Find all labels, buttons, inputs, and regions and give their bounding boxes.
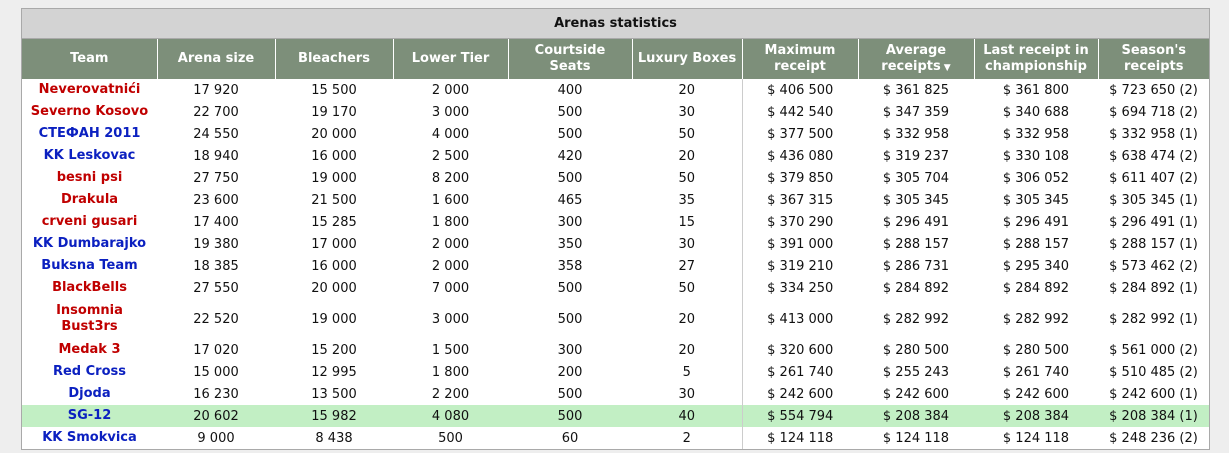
table-row bbox=[22, 233, 1209, 255]
arena-size-cell: 19 380 bbox=[193, 236, 239, 252]
courtside-seats-cell: 500 bbox=[557, 170, 583, 186]
team-cell[interactable]: crveni gusari bbox=[41, 214, 138, 229]
courtside-seats-cell: 60 bbox=[561, 430, 579, 446]
lower-tier-cell: 3 000 bbox=[431, 311, 470, 327]
team-cell[interactable]: Buksna Team bbox=[41, 258, 138, 273]
average-receipts-cell: $ 124 118 bbox=[882, 430, 950, 446]
lower-tier-cell: 2 000 bbox=[431, 82, 470, 98]
courtside-seats-cell: 500 bbox=[557, 126, 583, 142]
luxury-boxes-cell: 35 bbox=[678, 192, 696, 208]
last-receipt-cell: $ 361 800 bbox=[1002, 82, 1070, 98]
arena-size-cell: 24 550 bbox=[193, 126, 239, 142]
lower-tier-cell: 500 bbox=[438, 430, 463, 446]
luxury-boxes-cell: 50 bbox=[678, 280, 696, 296]
seasons-receipts-cell: $ 305 345 (1) bbox=[1109, 192, 1198, 208]
arena-size-cell: 22 520 bbox=[193, 311, 239, 327]
seasons-receipts-cell: $ 638 474 (2) bbox=[1109, 148, 1198, 164]
maximum-receipt-cell: $ 367 315 bbox=[742, 189, 858, 211]
maximum-receipt-cell: $ 320 600 bbox=[742, 339, 858, 361]
last-receipt-cell: $ 295 340 bbox=[1002, 258, 1070, 274]
column-header-bleachers[interactable]: Bleachers bbox=[275, 39, 393, 79]
bleachers-cell: 15 500 bbox=[311, 82, 357, 98]
maximum-receipt-cell: $ 124 118 bbox=[742, 427, 858, 449]
column-header-courtside-seats[interactable]: Courtside Seats bbox=[508, 39, 632, 79]
seasons-receipts-cell: $ 296 491 (1) bbox=[1109, 214, 1198, 230]
arenas-statistics-panel bbox=[21, 8, 1210, 450]
luxury-boxes-cell: 15 bbox=[678, 214, 696, 230]
team-cell[interactable]: KK Smokvica bbox=[42, 430, 137, 445]
maximum-receipt-cell: $ 379 850 bbox=[742, 167, 858, 189]
average-receipts-cell: $ 280 500 bbox=[882, 342, 950, 358]
maximum-receipt-cell: $ 406 500 bbox=[742, 79, 858, 101]
team-cell[interactable]: Medak 3 bbox=[58, 342, 121, 357]
last-receipt-cell: $ 208 384 bbox=[974, 405, 1098, 427]
courtside-seats-cell: 465 bbox=[557, 192, 583, 208]
seasons-receipts-cell: $ 611 407 (2) bbox=[1109, 170, 1198, 186]
courtside-seats-cell: 358 bbox=[557, 258, 583, 274]
last-receipt-cell: $ 280 500 bbox=[1002, 342, 1070, 358]
bleachers-cell: 13 500 bbox=[311, 386, 357, 402]
arena-size-cell: 18 940 bbox=[193, 148, 239, 164]
table-body bbox=[22, 79, 1209, 449]
arena-size-cell: 15 000 bbox=[193, 364, 239, 380]
seasons-receipts-cell: $ 282 992 (1) bbox=[1109, 311, 1198, 327]
luxury-boxes-cell: 30 bbox=[678, 104, 696, 120]
team-cell[interactable]: Djoda bbox=[68, 386, 111, 401]
average-receipts-cell: $ 305 345 bbox=[882, 192, 950, 208]
column-header-arena-size[interactable]: Arena size bbox=[157, 39, 275, 79]
table-row bbox=[22, 189, 1209, 211]
seasons-receipts-cell: $ 284 892 (1) bbox=[1109, 280, 1198, 296]
last-receipt-cell: $ 330 108 bbox=[1002, 148, 1070, 164]
lower-tier-cell: 3 000 bbox=[431, 104, 470, 120]
table-row bbox=[22, 277, 1209, 299]
table-row bbox=[22, 339, 1209, 361]
arenas-table bbox=[22, 39, 1209, 449]
maximum-receipt-cell: $ 334 250 bbox=[742, 277, 858, 299]
luxury-boxes-cell: 5 bbox=[682, 364, 691, 380]
maximum-receipt-cell: $ 413 000 bbox=[742, 299, 858, 339]
courtside-seats-cell: 300 bbox=[557, 342, 583, 358]
average-receipts-cell: $ 208 384 bbox=[858, 405, 974, 427]
column-header-team[interactable]: Team bbox=[22, 39, 157, 79]
column-header-maximum-receipt[interactable]: Maximum receipt bbox=[742, 39, 858, 79]
arena-size-cell: 17 400 bbox=[193, 214, 239, 230]
courtside-seats-cell: 500 bbox=[508, 405, 632, 427]
arena-size-cell: 17 920 bbox=[193, 82, 239, 98]
average-receipts-cell: $ 319 237 bbox=[882, 148, 950, 164]
arena-size-cell: 22 700 bbox=[193, 104, 239, 120]
table-row bbox=[22, 383, 1209, 405]
bleachers-cell: 8 438 bbox=[315, 430, 353, 446]
team-cell[interactable]: SG-12 bbox=[22, 405, 157, 427]
courtside-seats-cell: 400 bbox=[557, 82, 583, 98]
lower-tier-cell: 1 600 bbox=[431, 192, 470, 208]
average-receipts-cell: $ 305 704 bbox=[882, 170, 950, 186]
bleachers-cell: 19 000 bbox=[311, 170, 357, 186]
column-header-label: Average receipts bbox=[881, 42, 947, 74]
table-row bbox=[22, 145, 1209, 167]
luxury-boxes-cell: 27 bbox=[678, 258, 696, 274]
table-caption: Arenas statistics bbox=[22, 9, 1209, 39]
column-header-last-receipt[interactable]: Last receipt in championship bbox=[974, 39, 1098, 79]
luxury-boxes-cell: 20 bbox=[678, 82, 696, 98]
seasons-receipts-cell: $ 332 958 (1) bbox=[1109, 126, 1198, 142]
last-receipt-cell: $ 306 052 bbox=[1002, 170, 1070, 186]
bleachers-cell: 12 995 bbox=[311, 364, 357, 380]
luxury-boxes-cell: 20 bbox=[678, 342, 696, 358]
bleachers-cell: 20 000 bbox=[311, 280, 357, 296]
arena-size-cell: 9 000 bbox=[197, 430, 235, 446]
maximum-receipt-cell: $ 554 794 bbox=[742, 405, 858, 427]
last-receipt-cell: $ 282 992 bbox=[1002, 311, 1070, 327]
table-row bbox=[22, 123, 1209, 145]
team-cell[interactable]: Red Cross bbox=[52, 364, 127, 379]
bleachers-cell: 17 000 bbox=[311, 236, 357, 252]
maximum-receipt-cell: $ 370 290 bbox=[742, 211, 858, 233]
bleachers-cell: 19 170 bbox=[311, 104, 357, 120]
arena-size-cell: 18 385 bbox=[193, 258, 239, 274]
bleachers-cell: 16 000 bbox=[311, 258, 357, 274]
seasons-receipts-cell: $ 573 462 (2) bbox=[1109, 258, 1198, 274]
bleachers-cell: 16 000 bbox=[311, 148, 357, 164]
column-header-lower-tier[interactable]: Lower Tier bbox=[393, 39, 508, 79]
luxury-boxes-cell: 20 bbox=[678, 311, 696, 327]
lower-tier-cell: 1 800 bbox=[431, 214, 470, 230]
table-row bbox=[22, 211, 1209, 233]
seasons-receipts-cell: $ 510 485 (2) bbox=[1109, 364, 1198, 380]
table-row bbox=[22, 101, 1209, 123]
maximum-receipt-cell: $ 436 080 bbox=[742, 145, 858, 167]
bleachers-cell: 19 000 bbox=[311, 311, 357, 327]
arena-size-cell: 20 602 bbox=[157, 405, 275, 427]
arena-size-cell: 27 550 bbox=[193, 280, 239, 296]
luxury-boxes-cell: 50 bbox=[678, 126, 696, 142]
last-receipt-cell: $ 288 157 bbox=[1002, 236, 1070, 252]
average-receipts-cell: $ 284 892 bbox=[882, 280, 950, 296]
last-receipt-cell: $ 261 740 bbox=[1002, 364, 1070, 380]
average-receipts-cell: $ 296 491 bbox=[882, 214, 950, 230]
last-receipt-cell: $ 296 491 bbox=[1002, 214, 1070, 230]
luxury-boxes-cell: 40 bbox=[632, 405, 742, 427]
maximum-receipt-cell: $ 242 600 bbox=[742, 383, 858, 405]
average-receipts-cell: $ 255 243 bbox=[882, 364, 950, 380]
lower-tier-cell: 1 500 bbox=[431, 342, 470, 358]
column-header-luxury-boxes[interactable]: Luxury Boxes bbox=[632, 39, 742, 79]
luxury-boxes-cell: 30 bbox=[678, 236, 696, 252]
column-header-seasons-receipts[interactable]: Season's receipts bbox=[1098, 39, 1209, 79]
seasons-receipts-cell: $ 248 236 (2) bbox=[1109, 430, 1198, 446]
team-cell[interactable]: Severno Kosovo bbox=[30, 104, 149, 119]
last-receipt-cell: $ 340 688 bbox=[1002, 104, 1070, 120]
maximum-receipt-cell: $ 391 000 bbox=[742, 233, 858, 255]
average-receipts-cell: $ 332 958 bbox=[882, 126, 950, 142]
average-receipts-cell: $ 286 731 bbox=[882, 258, 950, 274]
table-row bbox=[22, 299, 1209, 339]
sort-descending-icon: ▼ bbox=[943, 62, 951, 73]
last-receipt-cell: $ 242 600 bbox=[1002, 386, 1070, 402]
bleachers-cell: 15 200 bbox=[311, 342, 357, 358]
maximum-receipt-cell: $ 319 210 bbox=[742, 255, 858, 277]
courtside-seats-cell: 500 bbox=[557, 104, 583, 120]
arena-size-cell: 17 020 bbox=[193, 342, 239, 358]
header-row bbox=[22, 39, 1209, 79]
last-receipt-cell: $ 284 892 bbox=[1002, 280, 1070, 296]
maximum-receipt-cell: $ 442 540 bbox=[742, 101, 858, 123]
table-row bbox=[22, 361, 1209, 383]
team-cell[interactable]: Insomnia Bust3rs bbox=[56, 303, 123, 334]
average-receipts-cell: $ 288 157 bbox=[882, 236, 950, 252]
luxury-boxes-cell: 50 bbox=[678, 170, 696, 186]
lower-tier-cell: 7 000 bbox=[431, 280, 470, 296]
luxury-boxes-cell: 30 bbox=[678, 386, 696, 402]
luxury-boxes-cell: 20 bbox=[678, 148, 696, 164]
lower-tier-cell: 2 500 bbox=[431, 148, 470, 164]
table-row bbox=[22, 79, 1209, 101]
arena-size-cell: 23 600 bbox=[193, 192, 239, 208]
maximum-receipt-cell: $ 261 740 bbox=[742, 361, 858, 383]
courtside-seats-cell: 500 bbox=[557, 280, 583, 296]
last-receipt-cell: $ 124 118 bbox=[1002, 430, 1070, 446]
arena-size-cell: 16 230 bbox=[193, 386, 239, 402]
lower-tier-cell: 2 000 bbox=[431, 236, 470, 252]
table-row bbox=[22, 405, 1209, 427]
last-receipt-cell: $ 305 345 bbox=[1002, 192, 1070, 208]
bleachers-cell: 20 000 bbox=[311, 126, 357, 142]
seasons-receipts-cell: $ 242 600 (1) bbox=[1109, 386, 1198, 402]
team-cell[interactable]: besni psi bbox=[56, 170, 123, 185]
team-cell[interactable]: KK Dumbarajko bbox=[32, 236, 147, 251]
team-cell[interactable]: Neverovatnići bbox=[38, 82, 141, 97]
courtside-seats-cell: 500 bbox=[557, 311, 583, 327]
seasons-receipts-cell: $ 561 000 (2) bbox=[1109, 342, 1198, 358]
arena-size-cell: 27 750 bbox=[193, 170, 239, 186]
last-receipt-cell: $ 332 958 bbox=[1002, 126, 1070, 142]
average-receipts-cell: $ 242 600 bbox=[882, 386, 950, 402]
table-row bbox=[22, 427, 1209, 449]
average-receipts-cell: $ 361 825 bbox=[882, 82, 950, 98]
lower-tier-cell: 4 080 bbox=[393, 405, 508, 427]
maximum-receipt-cell: $ 377 500 bbox=[742, 123, 858, 145]
team-cell[interactable]: KK Leskovac bbox=[43, 148, 136, 163]
table-row bbox=[22, 167, 1209, 189]
courtside-seats-cell: 500 bbox=[557, 386, 583, 402]
seasons-receipts-cell: $ 208 384 (1) bbox=[1098, 405, 1209, 427]
column-header-average-receipts[interactable] bbox=[858, 39, 974, 79]
seasons-receipts-cell: $ 288 157 (1) bbox=[1109, 236, 1198, 252]
courtside-seats-cell: 420 bbox=[557, 148, 583, 164]
bleachers-cell: 21 500 bbox=[311, 192, 357, 208]
courtside-seats-cell: 350 bbox=[557, 236, 583, 252]
bleachers-cell: 15 982 bbox=[275, 405, 393, 427]
table-row bbox=[22, 255, 1209, 277]
average-receipts-cell: $ 282 992 bbox=[882, 311, 950, 327]
lower-tier-cell: 2 000 bbox=[431, 258, 470, 274]
team-cell[interactable]: СТЕФАН 2011 bbox=[38, 126, 141, 141]
lower-tier-cell: 4 000 bbox=[431, 126, 470, 142]
seasons-receipts-cell: $ 694 718 (2) bbox=[1109, 104, 1198, 120]
courtside-seats-cell: 300 bbox=[557, 214, 583, 230]
lower-tier-cell: 2 200 bbox=[431, 386, 470, 402]
average-receipts-cell: $ 347 359 bbox=[882, 104, 950, 120]
lower-tier-cell: 8 200 bbox=[431, 170, 470, 186]
bleachers-cell: 15 285 bbox=[311, 214, 357, 230]
seasons-receipts-cell: $ 723 650 (2) bbox=[1109, 82, 1198, 98]
courtside-seats-cell: 200 bbox=[557, 364, 583, 380]
luxury-boxes-cell: 2 bbox=[682, 430, 691, 446]
lower-tier-cell: 1 800 bbox=[431, 364, 470, 380]
team-cell[interactable]: Drakula bbox=[60, 192, 119, 207]
team-cell[interactable]: BlackBells bbox=[52, 280, 127, 295]
